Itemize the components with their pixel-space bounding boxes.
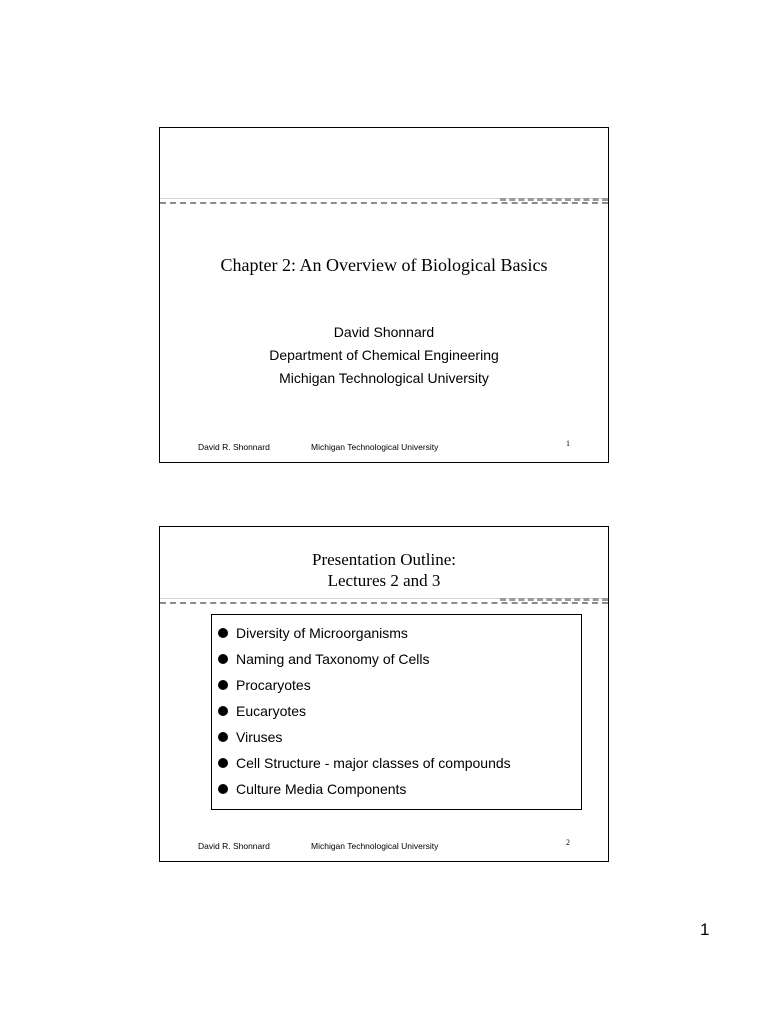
slide-title-line-2: Lectures 2 and 3 <box>327 571 441 590</box>
list-item <box>218 724 581 750</box>
bullet-list <box>212 615 581 802</box>
bullet-text: Diversity of Microorganisms <box>236 625 408 641</box>
footer-university: Michigan Technological University <box>311 841 439 851</box>
bullet-icon <box>218 784 228 794</box>
footer-author: David R. Shonnard <box>198 841 270 851</box>
bullet-text: Eucaryotes <box>236 703 307 719</box>
list-item <box>218 672 581 698</box>
bullet-icon <box>218 758 228 768</box>
bullet-icon <box>218 628 228 638</box>
bullet-icon <box>218 654 228 664</box>
slide-footer <box>198 442 438 452</box>
bullet-icon <box>218 706 228 716</box>
list-item <box>218 698 581 724</box>
slide-page-number: 2 <box>566 838 570 847</box>
footer-university: Michigan Technological University <box>311 442 439 452</box>
document-page-number: 1 <box>700 920 710 939</box>
list-item <box>218 620 581 646</box>
outline-box <box>211 614 582 810</box>
slide-1 <box>159 127 609 463</box>
header-divider <box>160 598 608 604</box>
slide-page-number: 1 <box>566 439 570 448</box>
slide-title-line-1: Presentation Outline: <box>311 550 456 569</box>
author-university: Michigan Technological University <box>279 370 489 386</box>
slide-title: Chapter 2: An Overview of Biological Basics <box>220 255 548 275</box>
bullet-icon <box>218 680 228 690</box>
footer-author: David R. Shonnard <box>198 442 270 452</box>
list-item <box>218 750 581 776</box>
bullet-text: Viruses <box>236 729 283 745</box>
slide-2 <box>159 526 609 862</box>
slide-footer <box>198 841 438 851</box>
author-name: David Shonnard <box>333 324 435 340</box>
bullet-text: Naming and Taxonomy of Cells <box>236 651 430 667</box>
list-item <box>218 646 581 672</box>
bullet-text: Procaryotes <box>236 677 311 693</box>
bullet-icon <box>218 732 228 742</box>
header-divider <box>160 198 608 204</box>
slide-title <box>160 549 608 591</box>
bullet-text: Culture Media Components <box>236 781 407 797</box>
bullet-text: Cell Structure - major classes of compounds <box>236 755 511 771</box>
list-item <box>218 776 581 802</box>
author-department: Department of Chemical Engineering <box>269 347 499 363</box>
author-block <box>160 321 608 390</box>
